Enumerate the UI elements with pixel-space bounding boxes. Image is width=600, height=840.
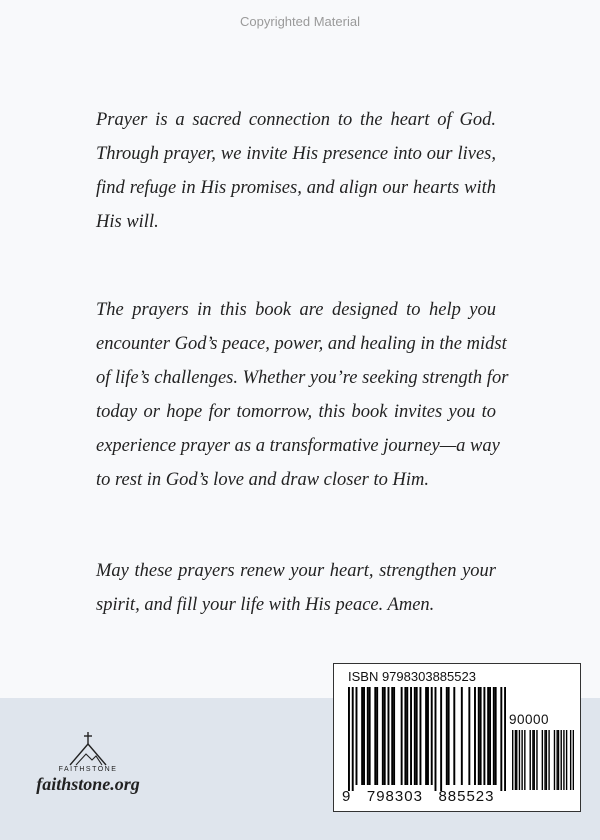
barcode-bar xyxy=(461,687,463,785)
text-line: today or hope for tomorrow, this book invites you to xyxy=(96,402,496,422)
paragraph-1 xyxy=(96,103,496,239)
barcode-bar xyxy=(414,687,416,785)
text-line: experience prayer as a transformative journey—a way xyxy=(96,436,500,456)
barcode-bar xyxy=(515,730,516,790)
barcode-bar xyxy=(524,730,525,790)
barcode-bar xyxy=(516,730,517,790)
barcode-bar xyxy=(487,687,489,785)
barcode-bar xyxy=(570,730,571,790)
barcode-bar xyxy=(393,687,395,785)
paragraph-3 xyxy=(96,554,496,622)
barcode-bar xyxy=(356,687,358,785)
barcode-bar xyxy=(558,730,559,790)
barcode-digits-group2: 885523 xyxy=(438,788,495,805)
barcode-bar xyxy=(410,687,412,785)
text-line: The prayers in this book are designed to help you xyxy=(96,300,496,320)
mountain-cross-icon xyxy=(66,730,110,768)
barcode-bar xyxy=(561,730,562,790)
barcode-bar xyxy=(440,687,442,791)
watermark: Copyrighted Material xyxy=(240,14,360,29)
barcode-digits xyxy=(342,788,495,805)
publisher-logo xyxy=(28,730,148,795)
barcode-bar xyxy=(468,687,470,785)
barcode-bar xyxy=(544,730,545,790)
text-line: His will. xyxy=(96,212,159,232)
barcode-bar xyxy=(374,687,376,785)
barcode-bar xyxy=(532,730,533,790)
barcode-bar xyxy=(566,730,567,790)
barcode-digit-first: 9 xyxy=(342,788,352,805)
barcode-bar xyxy=(369,687,371,785)
text-line: encounter God’s peace, power, and healing in the midst xyxy=(96,334,507,354)
barcode-bar xyxy=(548,730,549,790)
barcode-bar xyxy=(542,730,543,790)
text-line: of life’s challenges. Whether you’re seeking strength for xyxy=(96,368,509,388)
barcode-bar xyxy=(401,687,403,785)
barcode-bar xyxy=(489,687,491,785)
barcode-box xyxy=(333,663,581,812)
barcode-bar xyxy=(431,687,433,785)
barcode-bar xyxy=(504,687,506,791)
text-line: spirit, and fill your life with His peace. Amen. xyxy=(96,595,435,615)
barcode-bar xyxy=(474,687,476,785)
barcode-bar xyxy=(554,730,555,790)
publisher-wordmark: FAITHSTONE xyxy=(58,766,118,773)
price-code: 90000 xyxy=(509,712,550,727)
barcode-bar xyxy=(556,730,557,790)
barcode-bar xyxy=(367,687,369,785)
text-line: Through prayer, we invite His presence into our lives, xyxy=(96,144,496,164)
barcode-bar xyxy=(519,730,520,790)
barcode-bar xyxy=(348,687,350,791)
barcode-bar xyxy=(530,730,531,790)
barcode-bar xyxy=(382,687,384,785)
barcode-bar xyxy=(493,687,495,785)
barcode-bar xyxy=(419,687,421,785)
barcode-bar xyxy=(361,687,363,785)
barcode-bar xyxy=(563,730,564,790)
barcode-bar xyxy=(536,730,537,790)
barcode-bar xyxy=(480,687,482,785)
barcode-bar xyxy=(495,687,497,785)
barcode-bar xyxy=(416,687,418,785)
isbn-label: ISBN 9798303885523 xyxy=(348,669,476,684)
addon-barcode xyxy=(512,730,574,792)
text-line: to rest in God’s love and draw closer to Him. xyxy=(96,470,429,490)
publisher-url: faithstone.org xyxy=(36,774,140,794)
barcode-bar xyxy=(546,730,547,790)
paragraph-2 xyxy=(96,293,509,497)
barcode-bar xyxy=(500,687,502,791)
ean13-barcode xyxy=(348,687,506,791)
barcode-bar xyxy=(391,687,393,785)
barcode-bar xyxy=(446,687,448,785)
text-line: Prayer is a sacred connection to the heart of God. xyxy=(96,110,496,130)
barcode-bar xyxy=(384,687,386,785)
barcode-bar xyxy=(435,687,437,791)
barcode-bar xyxy=(512,730,513,790)
barcode-bar xyxy=(521,730,522,790)
barcode-bar xyxy=(478,687,480,785)
barcode-bar xyxy=(376,687,378,785)
barcode-bar xyxy=(406,687,408,785)
barcode-digits-group1: 798303 xyxy=(366,788,423,805)
barcode-bar xyxy=(573,730,574,790)
text-line: May these prayers renew your heart, strengthen your xyxy=(96,561,496,581)
barcode-bar xyxy=(388,687,390,785)
barcode-bar xyxy=(448,687,450,785)
barcode-bar xyxy=(425,687,427,785)
barcode-bar xyxy=(453,687,455,785)
barcode-bar xyxy=(483,687,485,785)
barcode-bar xyxy=(427,687,429,785)
barcode-bar xyxy=(363,687,365,785)
barcode-bar xyxy=(534,730,535,790)
text-line: find refuge in His promises, and align our hearts with xyxy=(96,178,496,198)
barcode-bar xyxy=(352,687,354,791)
barcode-bar xyxy=(404,687,406,785)
